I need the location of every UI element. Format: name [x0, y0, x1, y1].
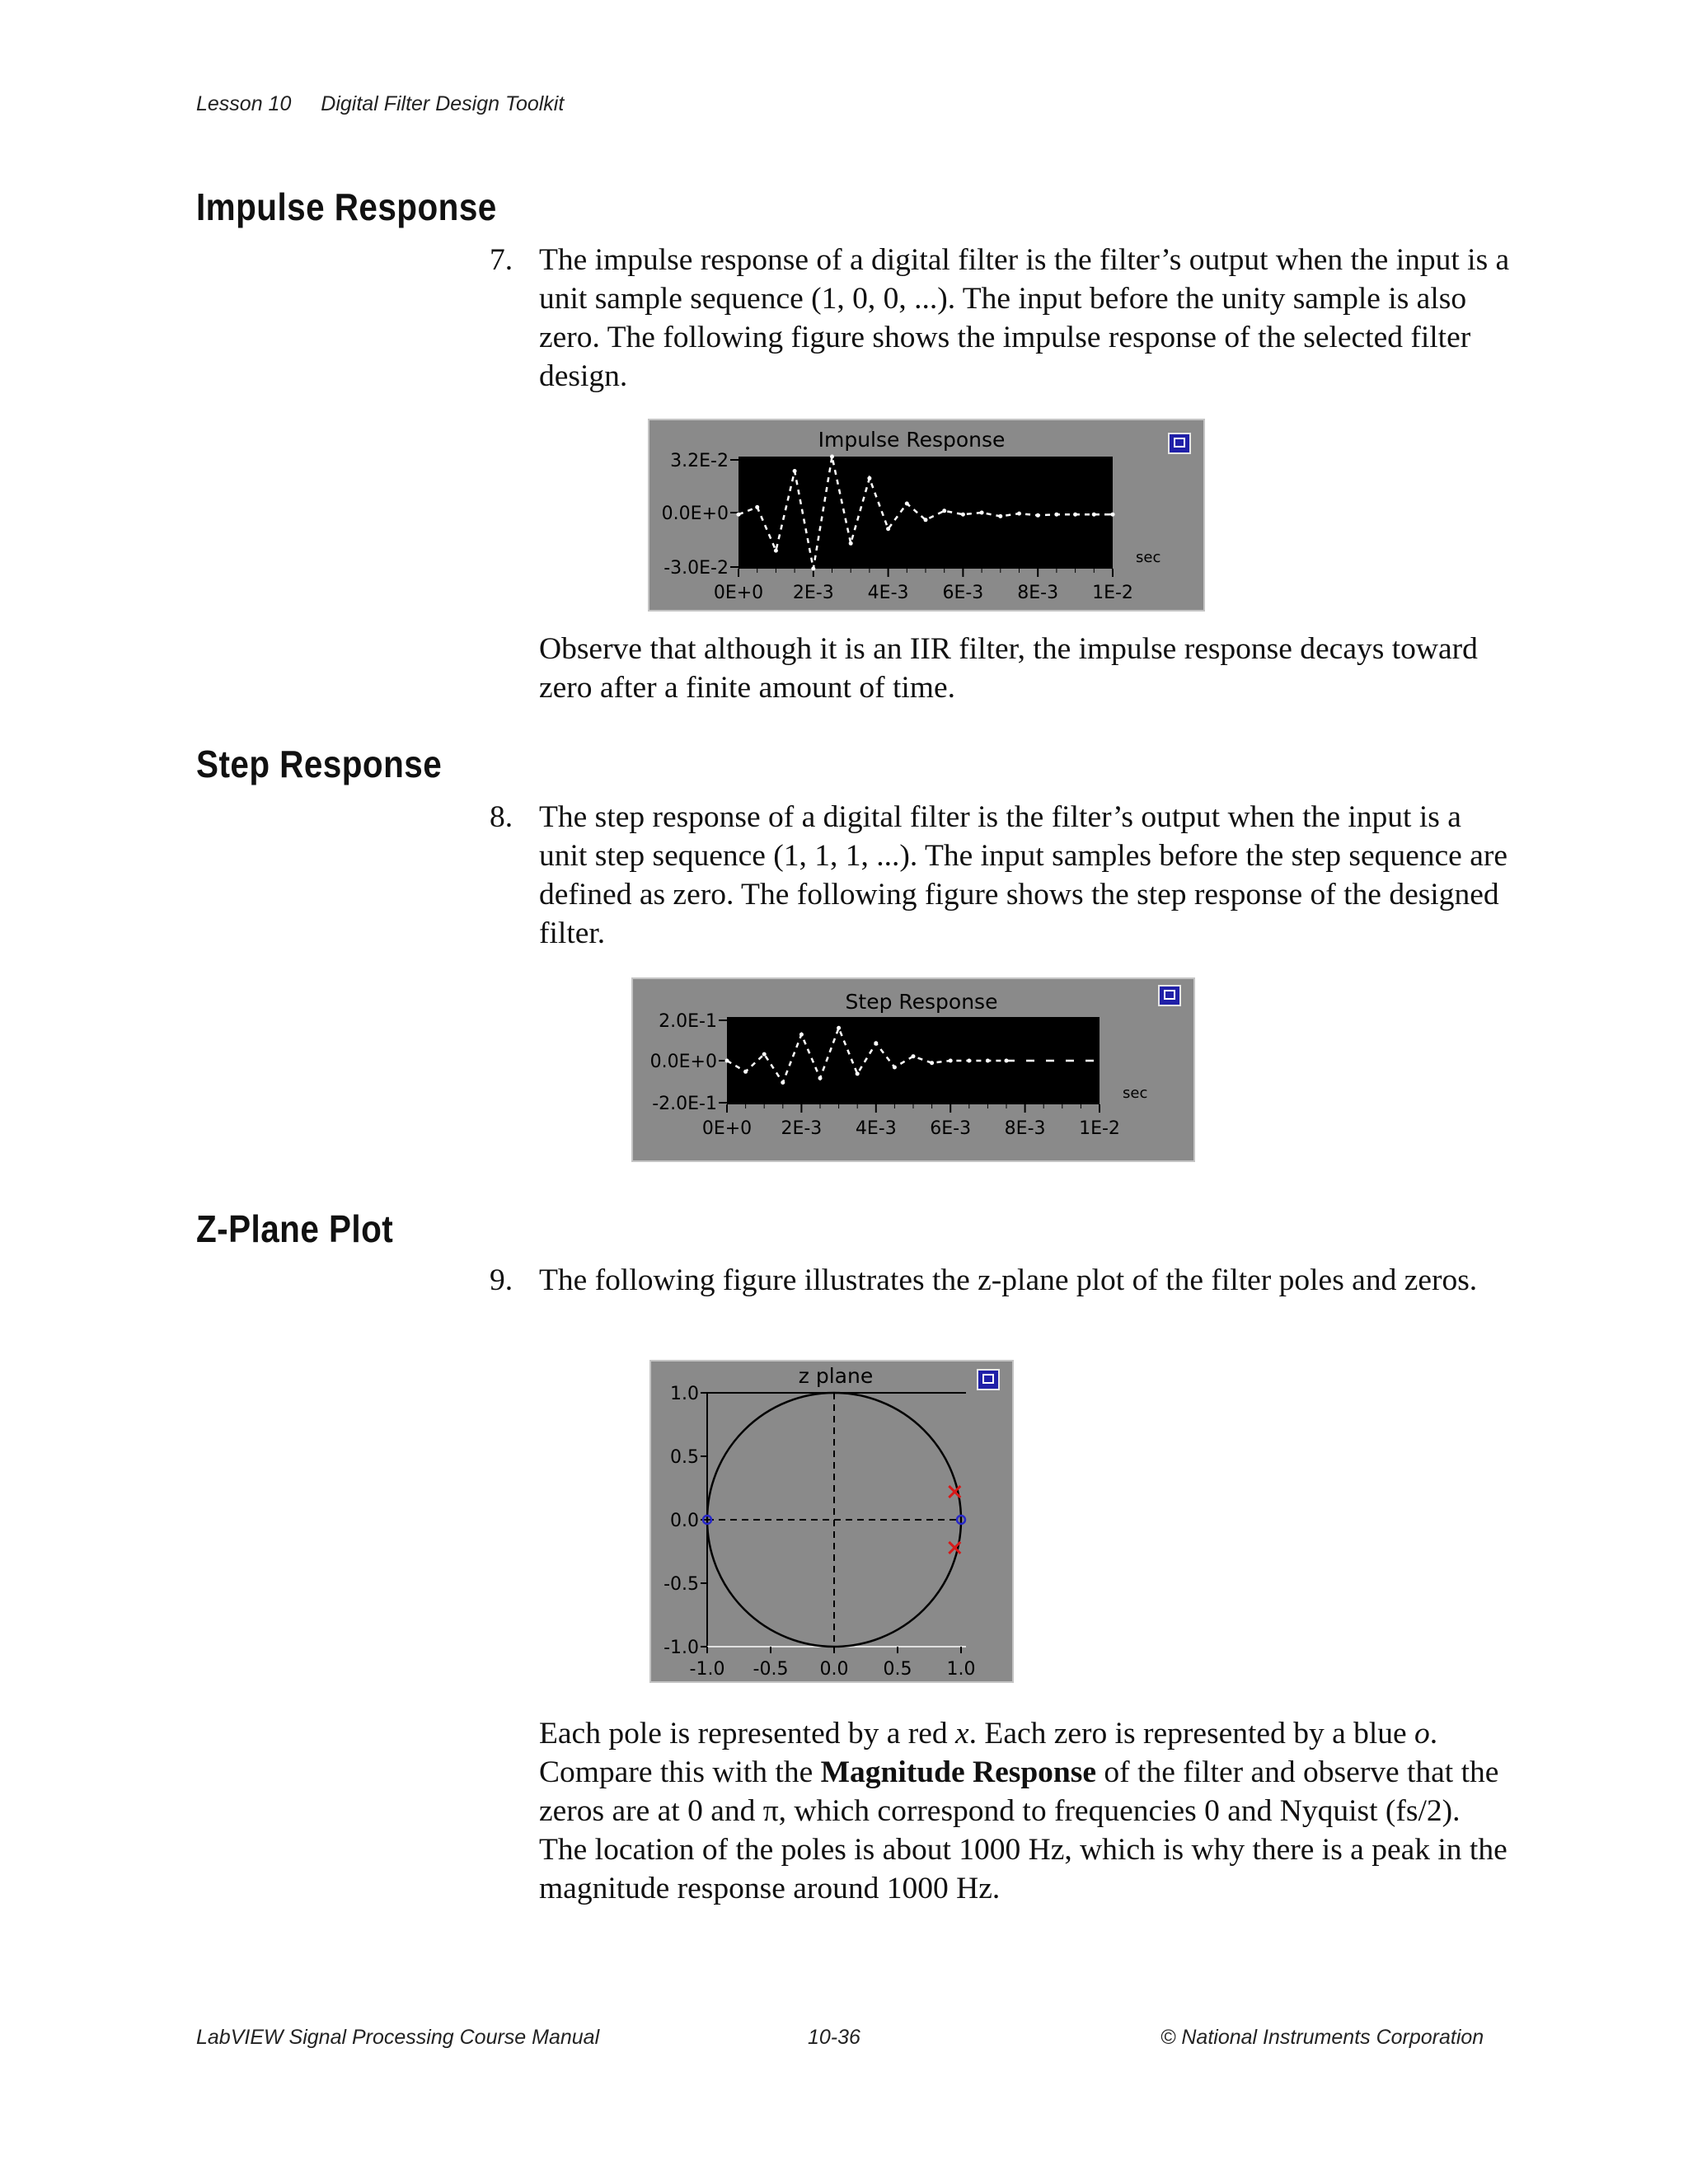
data-point	[1054, 513, 1058, 517]
x-tick-label: 4E-3	[855, 1118, 897, 1139]
x-tick-label: 0E+0	[701, 1118, 753, 1139]
x-tick-label: 1E-2	[1079, 1118, 1120, 1139]
x-tick-label: 6E-3	[942, 583, 984, 603]
data-point	[924, 518, 928, 522]
lesson-label: Lesson 10	[196, 92, 292, 115]
z-plane-figure	[649, 1360, 1014, 1683]
text-run: of the filter and observe that the zeros are at 0 and π, which correspond to frequencies 0 and Nyquist (fs/2). The location of the poles is about 1000 Hz, which is why there is a peak in the magnitude response around 1000 Hz.	[539, 1755, 1507, 1905]
x-tick-label: 6E-3	[930, 1118, 972, 1139]
data-point	[799, 1033, 804, 1037]
data-point	[755, 505, 759, 509]
y-tick-label: 0.0	[670, 1511, 699, 1531]
data-point	[743, 1070, 748, 1074]
impulse-response-chart	[648, 419, 1205, 612]
data-point	[967, 1059, 971, 1063]
step-7	[490, 241, 1512, 396]
data-point	[830, 455, 834, 459]
data-point	[1036, 513, 1040, 518]
data-point	[961, 513, 965, 517]
y-tick-label: -1.0	[663, 1638, 699, 1658]
legend-icon[interactable]	[1159, 986, 1180, 1005]
data-point	[811, 567, 815, 571]
legend-icon[interactable]	[978, 1370, 999, 1390]
step-number: 9.	[490, 1263, 513, 1297]
data-point	[774, 549, 778, 553]
x-tick-label: 8E-3	[1004, 1118, 1046, 1139]
x-tick-label: 4E-3	[867, 583, 909, 603]
step-9	[490, 1261, 1512, 1300]
y-tick-label: 0.5	[670, 1447, 699, 1468]
y-tick-label: 3.2E-2	[670, 451, 729, 471]
chart-title: Step Response	[845, 990, 998, 1014]
section-title-step: Step Response	[196, 743, 443, 785]
data-point	[867, 476, 871, 480]
footer-manual-title: LabVIEW Signal Processing Course Manual	[196, 2026, 600, 2049]
data-point	[837, 1026, 841, 1030]
x-tick-label: 1E-2	[1092, 583, 1133, 603]
text-run: . Compare this with the	[539, 1717, 1438, 1789]
unit-label: sec	[1136, 549, 1161, 566]
header-title: Digital Filter Design Toolkit	[321, 92, 565, 115]
data-point	[949, 1059, 953, 1063]
x-tick-label: 1.0	[946, 1659, 976, 1680]
y-tick-label: 0.0E+0	[661, 504, 729, 524]
text-run: . Each zero is represented by a blue	[968, 1717, 1415, 1750]
chart-title: Impulse Response	[818, 428, 1006, 452]
data-point	[930, 1061, 934, 1065]
data-point	[874, 1041, 878, 1045]
magnitude-response-term: Magnitude Response	[820, 1755, 1097, 1789]
step-number: 7.	[490, 243, 513, 277]
data-point	[905, 502, 909, 506]
data-point	[998, 514, 1002, 518]
data-point	[886, 527, 890, 531]
data-point	[856, 1071, 860, 1076]
step-response-figure	[631, 977, 1195, 1162]
footer-copyright: © National Instruments Corporation	[1160, 2026, 1484, 2049]
zplane-explanation	[539, 1714, 1512, 1908]
footer-page-number: 10-36	[808, 2026, 860, 2049]
unit-label: sec	[1123, 1085, 1148, 1102]
y-tick-label: -3.0E-2	[663, 558, 729, 579]
step-response-chart	[631, 977, 1195, 1162]
data-point	[1073, 513, 1077, 517]
x-tick-label: 2E-3	[792, 583, 834, 603]
data-point	[1017, 512, 1021, 516]
step-number: 8.	[490, 800, 513, 834]
legend-icon[interactable]	[1169, 434, 1190, 453]
running-header	[196, 92, 564, 116]
data-point	[818, 1076, 823, 1080]
z-plane-chart	[649, 1360, 1014, 1683]
y-tick-label: -2.0E-1	[652, 1094, 717, 1114]
data-point	[849, 541, 853, 546]
impulse-response-figure	[648, 419, 1205, 612]
section-title-zplane: Z-Plane Plot	[196, 1207, 394, 1250]
data-point	[725, 1059, 729, 1063]
step-text: The impulse response of a digital filter is the filter’s output when the input is a unit sample sequence (1, 0, 0, ...). The input before the unity sample is also zero. The following figure shows the impulse response of the selected filter design.	[539, 243, 1510, 393]
text-run: Each pole is represented by a red	[539, 1717, 955, 1750]
data-point	[793, 469, 797, 473]
x-tick-label: -0.5	[753, 1659, 789, 1680]
plot-area	[727, 1017, 1100, 1104]
step-text: The step response of a digital filter is the filter’s output when the input is a unit step sequence (1, 1, 1, ...). The input samples before the step sequence are defined as zero. The following figure shows the step response of the designed filter.	[539, 800, 1507, 950]
zero-symbol: o	[1414, 1717, 1430, 1750]
x-tick-label: 0E+0	[713, 583, 764, 603]
data-point	[986, 1059, 990, 1063]
y-tick-label: 2.0E-1	[659, 1011, 717, 1032]
data-point	[942, 509, 946, 513]
x-tick-label: 0.0	[819, 1659, 849, 1680]
data-point	[893, 1066, 897, 1070]
x-tick-label: -1.0	[689, 1659, 725, 1680]
pole-symbol: x	[955, 1717, 969, 1750]
x-tick-label: 0.5	[883, 1659, 912, 1680]
data-point	[912, 1054, 916, 1058]
y-tick-label: -0.5	[663, 1574, 699, 1595]
step-8	[490, 798, 1512, 953]
step-text: The following figure illustrates the z-plane plot of the filter poles and zeros.	[539, 1263, 1478, 1297]
data-point	[980, 511, 984, 515]
data-point	[781, 1080, 785, 1085]
data-point	[762, 1052, 767, 1057]
chart-title: z plane	[798, 1364, 874, 1388]
x-tick-label: 8E-3	[1017, 583, 1059, 603]
x-tick-label: 2E-3	[781, 1118, 823, 1139]
data-point	[1092, 513, 1096, 517]
data-point	[737, 513, 741, 517]
section-title-impulse: Impulse Response	[196, 185, 497, 228]
impulse-observation: Observe that although it is an IIR filter, the impulse response decays toward zero after a finite amount of time.	[539, 632, 1478, 705]
y-tick-label: 1.0	[670, 1384, 699, 1404]
y-tick-label: 0.0E+0	[649, 1052, 717, 1072]
